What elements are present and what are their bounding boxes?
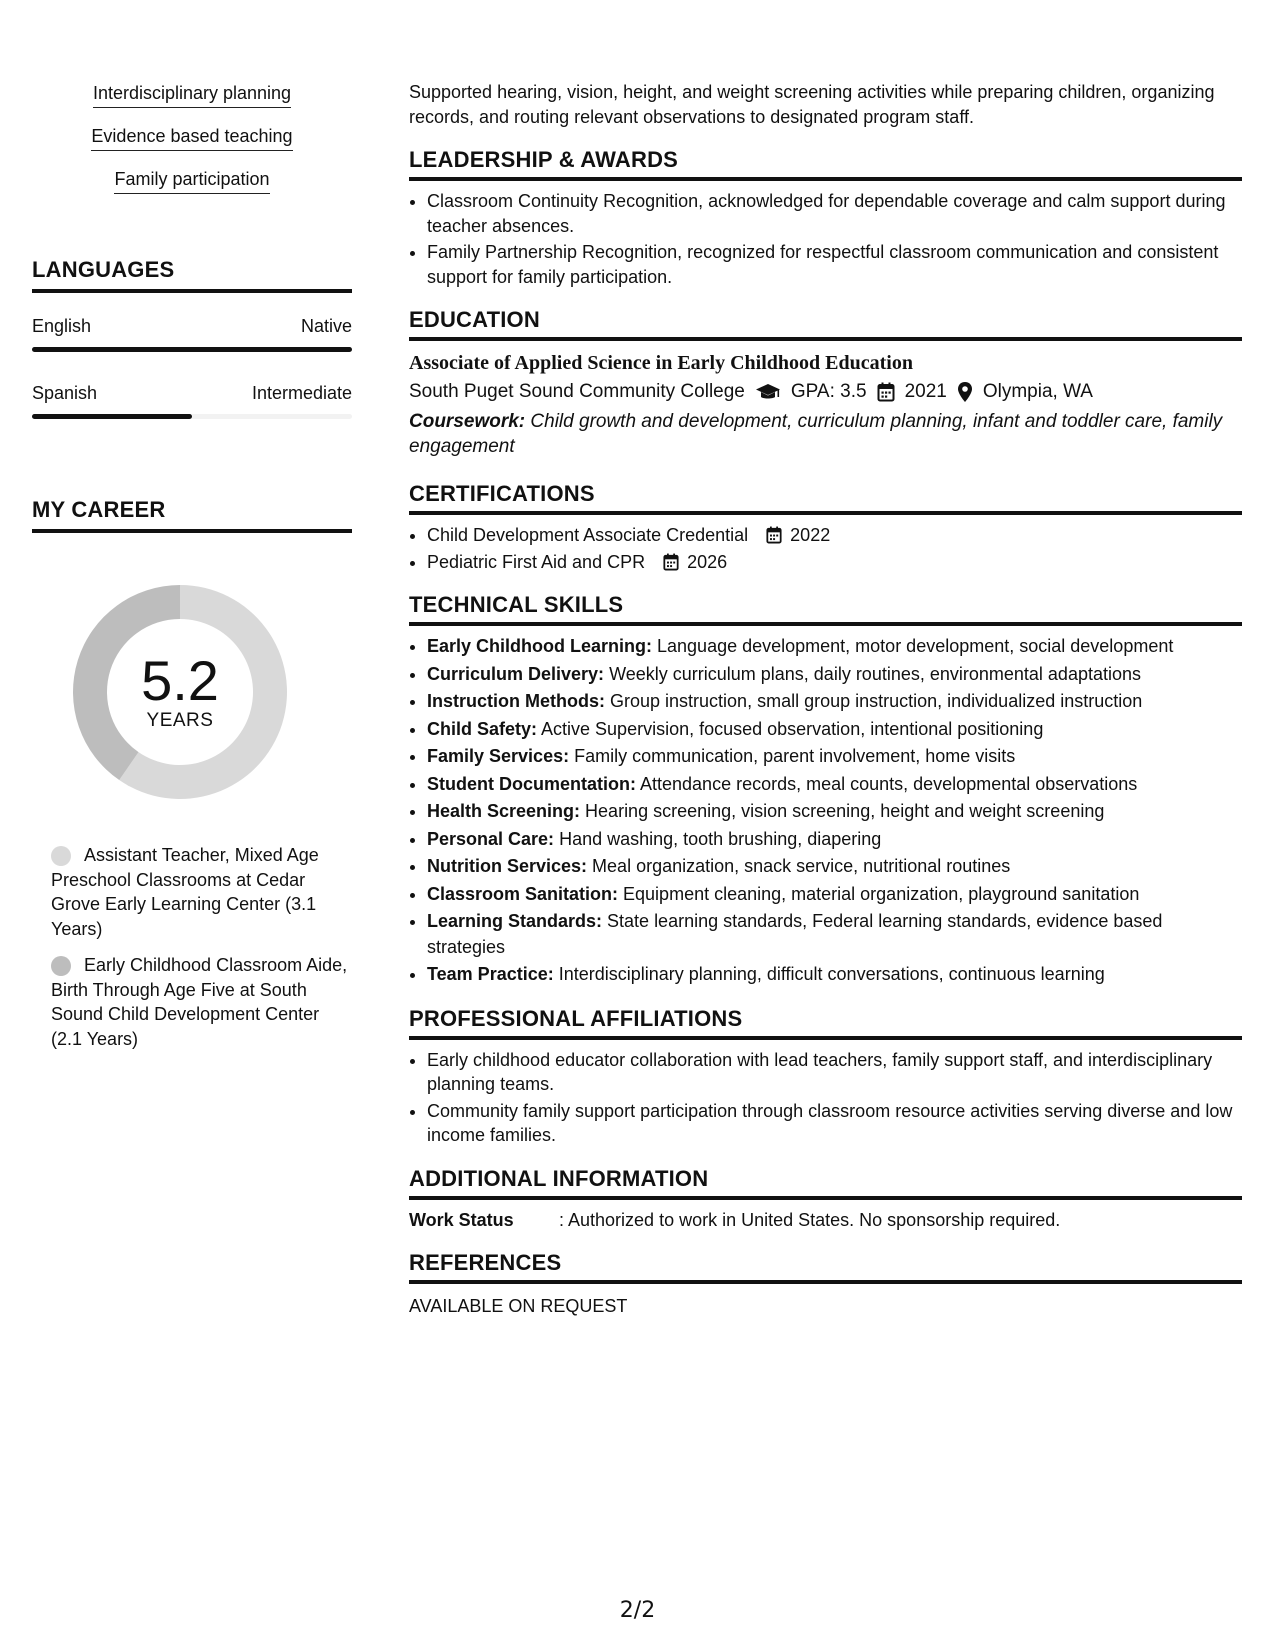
language-bar [32,414,352,419]
technical-skill-label: Instruction Methods: [427,691,605,711]
certification-year: 2026 [687,551,728,572]
location-pin-icon [957,381,973,403]
technical-skill-item [427,827,1242,853]
language-level: Native [300,316,352,336]
technical-skill-label: Personal Care: [427,828,555,849]
skill-tag: Evidence based teaching [91,123,292,151]
technical-skill-item [427,662,1242,688]
technical-skill-value: Meal organization, snack service, nutritional routines [587,856,1011,876]
languages-section [32,257,352,419]
technical-skill-value: State learning standards, Federal learning standards, evidence based strategies [427,911,1163,957]
technical-skill-label: Nutrition Services: [427,856,588,876]
leadership-section [409,147,1242,289]
legend-dot-icon [51,846,71,866]
experience-continuation-text: Supported hearing, vision, height, and weight screening activities while preparing children, organizing records, and routing relevant observations to designated program staff. [409,82,1215,127]
left-column [32,80,352,1063]
technical-skill-item [427,962,1242,988]
technical-skill-item [427,882,1242,908]
legend-dot-icon [51,956,71,976]
calendar-icon [877,382,895,402]
career-section [32,497,352,1051]
technical-skill-label: Child Safety: [427,718,538,739]
leadership-heading: LEADERSHIP & AWARDS [409,147,1242,181]
coursework-label: Coursework: [409,411,526,432]
language-name: English [32,316,92,336]
affiliations-heading: PROFESSIONAL AFFILIATIONS [409,1006,1242,1040]
technical-skills-list [409,634,1242,988]
graduation-cap-icon [755,382,781,402]
calendar-icon [663,553,679,571]
technical-skill-item [427,717,1242,743]
certification-item [427,550,1242,575]
work-status-label: Work Status [409,1209,514,1230]
technical-skills-section [409,592,1242,988]
gpa: GPA: 3.5 [790,381,867,402]
technical-skill-value: Group instruction, small group instruction, individualized instruction [605,691,1143,711]
technical-skill-value: Weekly curriculum plans, daily routines, environmental adaptations [604,663,1141,684]
technical-skill-label: Learning Standards: [427,911,603,931]
language-bar-fill [32,414,192,419]
technical-skill-value: Language development, motor development, social development [652,636,1174,656]
technical-skill-label: Health Screening: [427,801,581,821]
certifications-section [409,481,1242,574]
coursework [409,409,1242,459]
certification-item [427,523,1242,548]
career-legend-item [51,843,352,941]
technical-skill-item [427,799,1242,825]
references-section [409,1250,1242,1318]
technical-skill-label: Family Services: [427,746,570,766]
references-text: AVAILABLE ON REQUEST [409,1295,628,1316]
technical-skill-label: Student Documentation: [427,773,636,794]
technical-skill-value: Family communication, parent involvement, home visits [569,746,1016,766]
technical-skill-item [427,744,1242,770]
technical-skill-value: Active Supervision, focused observation, intentional positioning [537,718,1044,739]
language-row [32,382,352,419]
certification-year: 2022 [790,525,831,545]
technical-skill-label: Classroom Sanitation: [427,883,619,904]
career-donut-chart [65,577,295,807]
technical-skill-item [427,634,1242,660]
additional-info-section [409,1166,1242,1232]
affiliations-section [409,1006,1242,1148]
education-meta [409,377,1242,407]
school-name: South Puget Sound Community College [409,381,745,402]
technical-skill-value: Attendance records, meal counts, developmental observations [636,773,1138,794]
affiliation-item: • Community family support participation through classroom resource activities serving diverse and low income families. [427,1099,1242,1148]
leadership-item: • Family Partnership Recognition, recognized for respectful classroom communication and consistent support for family participation. [427,240,1242,289]
page-number: 2/2 [619,1598,656,1623]
degree-title: Associate of Applied Science in Early Childhood Education [409,352,913,374]
technical-skill-value: Interdisciplinary planning, difficult conversations, continuous learning [553,964,1105,984]
leadership-item: • Classroom Continuity Recognition, acknowledged for dependable coverage and calm support during teacher absences. [427,189,1242,238]
languages-heading: LANGUAGES [32,257,352,293]
technical-skill-value: Equipment cleaning, material organization, playground sanitation [618,883,1140,904]
work-status-row [409,1208,1242,1232]
language-name: Spanish [32,383,98,403]
education-section [409,307,1242,459]
language-bar [32,347,352,352]
work-status-value: : Authorized to work in United States. No sponsorship required. [559,1209,1061,1230]
career-legend [32,843,352,1051]
graduation-year: 2021 [904,381,947,402]
references-heading: REFERENCES [409,1250,1242,1284]
technical-skill-label: Early Childhood Learning: [427,636,653,656]
technical-skill-item [427,772,1242,798]
career-role-text: Assistant Teacher, Mixed Age Preschool Classrooms at Cedar Grove Early Learning Center (3.1 Years) [51,845,319,939]
career-heading: MY CAREER [32,497,352,533]
education-heading: EDUCATION [409,307,1242,341]
right-column [409,80,1242,1318]
skill-tags [32,80,352,209]
coursework-text: Child growth and development, curriculum planning, infant and toddler care, family engagement [409,411,1223,457]
certification-name: • Child Development Associate Credential [427,525,749,545]
technical-skill-item [427,689,1242,715]
technical-skill-label: Team Practice: [427,964,554,984]
language-bar-fill [32,347,352,352]
calendar-icon [766,526,782,544]
technical-skill-item [427,909,1242,960]
skill-tag: Interdisciplinary planning [93,80,291,108]
affiliation-item: • Early childhood educator collaboration with lead teachers, family support staff, and interdisciplinary planning teams. [427,1048,1242,1097]
language-row [32,315,352,352]
technical-skills-heading: TECHNICAL SKILLS [409,592,1242,626]
career-legend-item [51,953,352,1051]
certification-name: • Pediatric First Aid and CPR [427,551,646,572]
certifications-heading: CERTIFICATIONS [409,481,1242,515]
skill-tag: Family participation [114,166,269,194]
career-role-text: Early Childhood Classroom Aide, Birth Through Age Five at South Sound Child Development Center (2.1 Years) [51,955,348,1049]
language-level: Intermediate [251,383,352,403]
education-location: Olympia, WA [982,381,1093,402]
technical-skill-label: Curriculum Delivery: [427,663,605,684]
technical-skill-item [427,854,1242,880]
career-total-unit: YEARS [146,710,214,731]
technical-skill-value: Hearing screening, vision screening, height and weight screening [580,801,1105,821]
career-total-value: 5.2 [141,649,219,712]
technical-skill-value: Hand washing, tooth brushing, diapering [554,828,882,849]
additional-info-heading: ADDITIONAL INFORMATION [409,1166,1242,1200]
